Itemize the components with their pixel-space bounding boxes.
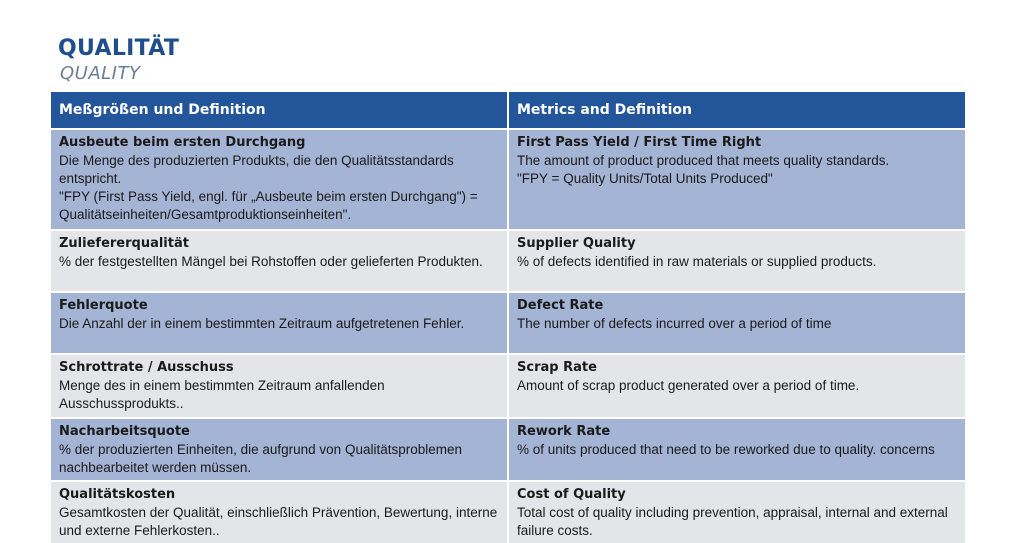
german-cell bbox=[51, 354, 508, 418]
metric-definition: % der produzierten Einheiten, die aufgrund von Qualitätsproblemen nachbearbeitet werden müssen. bbox=[59, 442, 463, 475]
column-header-english: Metrics and Definition bbox=[508, 92, 965, 129]
table-row bbox=[51, 418, 965, 481]
english-cell bbox=[508, 354, 965, 418]
metric-term: Defect Rate bbox=[517, 298, 604, 313]
metric-definition: Total cost of quality including prevention, appraisal, internal and external failure costs. bbox=[517, 505, 948, 538]
metric-definition: % of defects identified in raw materials or supplied products. bbox=[517, 254, 877, 269]
metric-definition: Die Menge des produzierten Produkts, die den Qualitätsstandards entspricht. bbox=[59, 153, 454, 186]
table-header-row bbox=[51, 92, 965, 129]
german-cell bbox=[51, 230, 508, 292]
table-row bbox=[51, 481, 965, 543]
page-subtitle: QUALITY bbox=[60, 63, 141, 84]
metric-definition: Menge des in einem bestimmten Zeitraum anfallenden Ausschussprodukts.. bbox=[59, 378, 385, 411]
metric-definition: The number of defects incurred over a period of time bbox=[517, 316, 832, 331]
metric-definition: Die Anzahl der in einem bestimmten Zeitraum aufgetretenen Fehler. bbox=[59, 316, 465, 331]
table-row bbox=[51, 292, 965, 354]
english-cell bbox=[508, 418, 965, 481]
metric-definition: % of units produced that need to be reworked due to quality. concerns bbox=[517, 442, 935, 457]
metric-definition: % der festgestellten Mängel bei Rohstoffen oder gelieferten Produkten. bbox=[59, 254, 483, 269]
english-cell bbox=[508, 481, 965, 543]
table-row bbox=[51, 230, 965, 292]
metric-term: Ausbeute beim ersten Durchgang bbox=[59, 135, 306, 150]
metric-formula: "FPY = Quality Units/Total Units Produced" bbox=[517, 171, 773, 186]
metric-term: Scrap Rate bbox=[517, 360, 597, 375]
column-header-german: Meßgrößen und Definition bbox=[51, 92, 508, 129]
metric-term: First Pass Yield / First Time Right bbox=[517, 135, 762, 150]
english-cell bbox=[508, 129, 965, 230]
table-row bbox=[51, 354, 965, 418]
metric-term: Cost of Quality bbox=[517, 487, 626, 502]
german-cell bbox=[51, 292, 508, 354]
metric-term: Qualitätskosten bbox=[59, 487, 176, 502]
german-cell bbox=[51, 129, 508, 230]
metric-term: Zuliefererqualität bbox=[59, 236, 189, 251]
metric-definition: Amount of scrap product generated over a period of time. bbox=[517, 378, 860, 393]
german-cell bbox=[51, 481, 508, 543]
metric-term: Schrottrate / Ausschuss bbox=[59, 360, 234, 375]
metric-term: Rework Rate bbox=[517, 424, 611, 439]
german-cell bbox=[51, 418, 508, 481]
metric-formula: "FPY (First Pass Yield, engl. für „Ausbeute beim ersten Durchgang") = Qualitätseinheiten/Gesamtproduktionseinheiten". bbox=[59, 189, 478, 222]
metric-definition: The amount of product produced that meets quality standards. bbox=[517, 153, 890, 168]
english-cell bbox=[508, 292, 965, 354]
metric-definition: Gesamtkosten der Qualität, einschließlich Prävention, Bewertung, interne und externe Fehlerkosten.. bbox=[59, 505, 498, 538]
metric-term: Nacharbeitsquote bbox=[59, 424, 190, 439]
page-title: QUALITÄT bbox=[58, 36, 180, 61]
table-row bbox=[51, 129, 965, 230]
metric-term: Fehlerquote bbox=[59, 298, 148, 313]
english-cell bbox=[508, 230, 965, 292]
metrics-table bbox=[51, 92, 965, 543]
metric-term: Supplier Quality bbox=[517, 236, 636, 251]
